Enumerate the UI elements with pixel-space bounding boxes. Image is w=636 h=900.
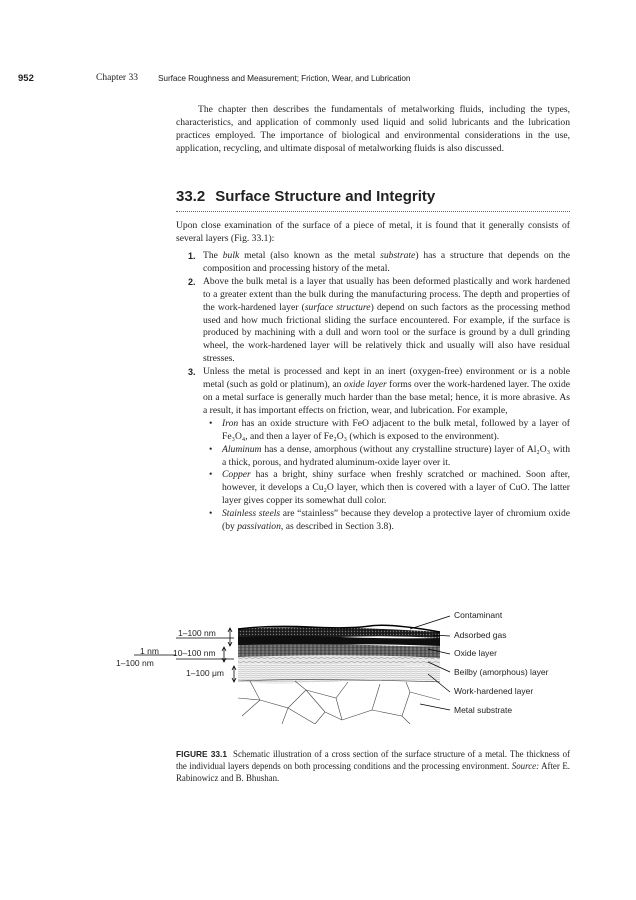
bullet-text: has a dense, amorphous (without any crystalline structure) layer of Al₂O₃ with a thick, porous, and hydrated aluminum-oxide layer over it. [222,443,570,468]
label-beilby-layer: Beilby (amorphous) layer [454,667,549,677]
list-number: 1. [188,251,196,261]
dim-1-100-nm: 1–100 nm [178,628,216,638]
oxide-examples [203,418,570,534]
bullet-text: , as described in Section 3.8). [280,521,394,533]
label-adsorbed-gas: Adsorbed gas [454,630,507,640]
bullet-emphasis: Aluminum [222,443,262,455]
dim-10-100-nm: 10–100 nm [173,648,216,658]
section-title: Surface Structure and Integrity [215,188,436,205]
caption-tag: FIGURE 33.1 [176,749,228,759]
upon-paragraph: Upon close examination of the surface of a piece of metal, it is found that it generally consists of several layers (Fig. 33.1): [176,220,570,244]
caption-source-label: Source: [511,761,540,771]
bullet-item [203,444,570,470]
list-text: ) has a structure that depends on the composition and processing history of the metal. [203,250,570,274]
layer-list [176,250,570,534]
bullet-text: are “stainless” because they develop a protective layer of chromium oxide (by [222,508,570,533]
left-1-100nm: 1–100 nm [116,658,154,668]
bullet-text: has an oxide structure with FeO adjacent to the bulk metal, followed by a layer of Fe₃O₄, and then a layer of Fe₂O₃ (which is exposed to the environment). [222,417,570,442]
bullet-emphasis: Copper [222,469,251,481]
list-emphasis: oxide layer [343,379,387,391]
section-number: 33.2 [176,188,206,205]
label-contaminant: Contaminant [454,610,503,620]
list-number: 3. [188,367,196,378]
label-oxide-layer: Oxide layer [454,648,497,658]
caption-source: After E. Rabinowicz and B. Bhushan. [176,761,571,783]
list-number: 2. [188,276,196,287]
bullet-emphasis: passivation [237,521,281,533]
list-text: metal (also known as the metal [239,250,381,261]
bullet-icon: • [209,508,213,520]
left-1nm: 1 nm [140,646,159,656]
bullet-icon: • [209,417,213,429]
list-item [176,250,570,276]
running-header [18,73,616,87]
section-heading [176,188,435,205]
label-metal-substrate: Metal substrate [454,705,513,715]
list-text: ) depend on such factors as the processing method used and how much frictional sliding the surface encountered. For example, if the surface is produced by machining with a dull and worn tool or the surface is ground by a dull grinding wheel, the work-hardened layer will be relatively thick and usually will also have residual stresses. [203,301,570,365]
list-emphasis: bulk [222,250,240,261]
bullet-emphasis: Stainless steels [222,508,281,520]
bullet-item [203,508,570,534]
bullet-emphasis: Iron [222,417,239,429]
layer-stack [238,622,440,724]
bullet-icon: • [209,443,213,455]
bullet-text: has a bright, shiny surface when freshly scratched or machined. Soon after, however, it develops a Cu₂O layer, which then is covered with a layer of CuO. The latter layer gives copper its somewhat dull color. [222,469,570,507]
list-text: The [203,250,223,261]
list-emphasis: surface structure [304,301,371,313]
bullet-icon: • [209,469,213,481]
list-text: forms over the work-hardened layer. The oxide on a metal surface is generally much harder than the base metal; hence, it is more abrasive. As a result, it has important effects on friction, wear, and lubrication. For example, [203,379,571,416]
bullet-item [203,469,570,508]
list-item [176,276,570,366]
figure-caption [176,748,570,784]
bullet-item [203,418,570,444]
section-rule [176,211,570,212]
list-emphasis: substrate [380,250,416,261]
chapter-label: Chapter 33 [96,73,138,83]
figure-33-1 [110,612,560,724]
list-text: Above the bulk metal is a layer that usually has been deformed plastically and work hardened to a greater extent than the bulk during the manufacturing process. The depth and properties of the work-hardened layer ( [203,275,570,313]
label-work-hardened-layer: Work-hardened layer [454,686,534,696]
caption-text: Schematic illustration of a cross section of the surface structure of a metal. The thickness of the individual layers depends on both processing conditions and the processing environment. [176,749,570,771]
intro-paragraph: The chapter then describes the fundamentals of metalworking fluids, including the types, characteristics, and application of commonly used liquid and solid lubricants and the lubrication practices employed. The importance of biological and environmental considerations in the use, application, recycling, and ultimate disposal of metalworking fluids is also discussed. [176,104,570,154]
page-number: 952 [18,73,34,84]
list-item [176,366,570,534]
list-text: Unless the metal is processed and kept in an inert (oxygen-free) environment or is a noble metal (such as gold or platinum), an [203,366,570,391]
dim-1-100-um: 1–100 μm [186,668,224,678]
chapter-title: Surface Roughness and Measurement; Friction, Wear, and Lubrication [158,73,411,83]
